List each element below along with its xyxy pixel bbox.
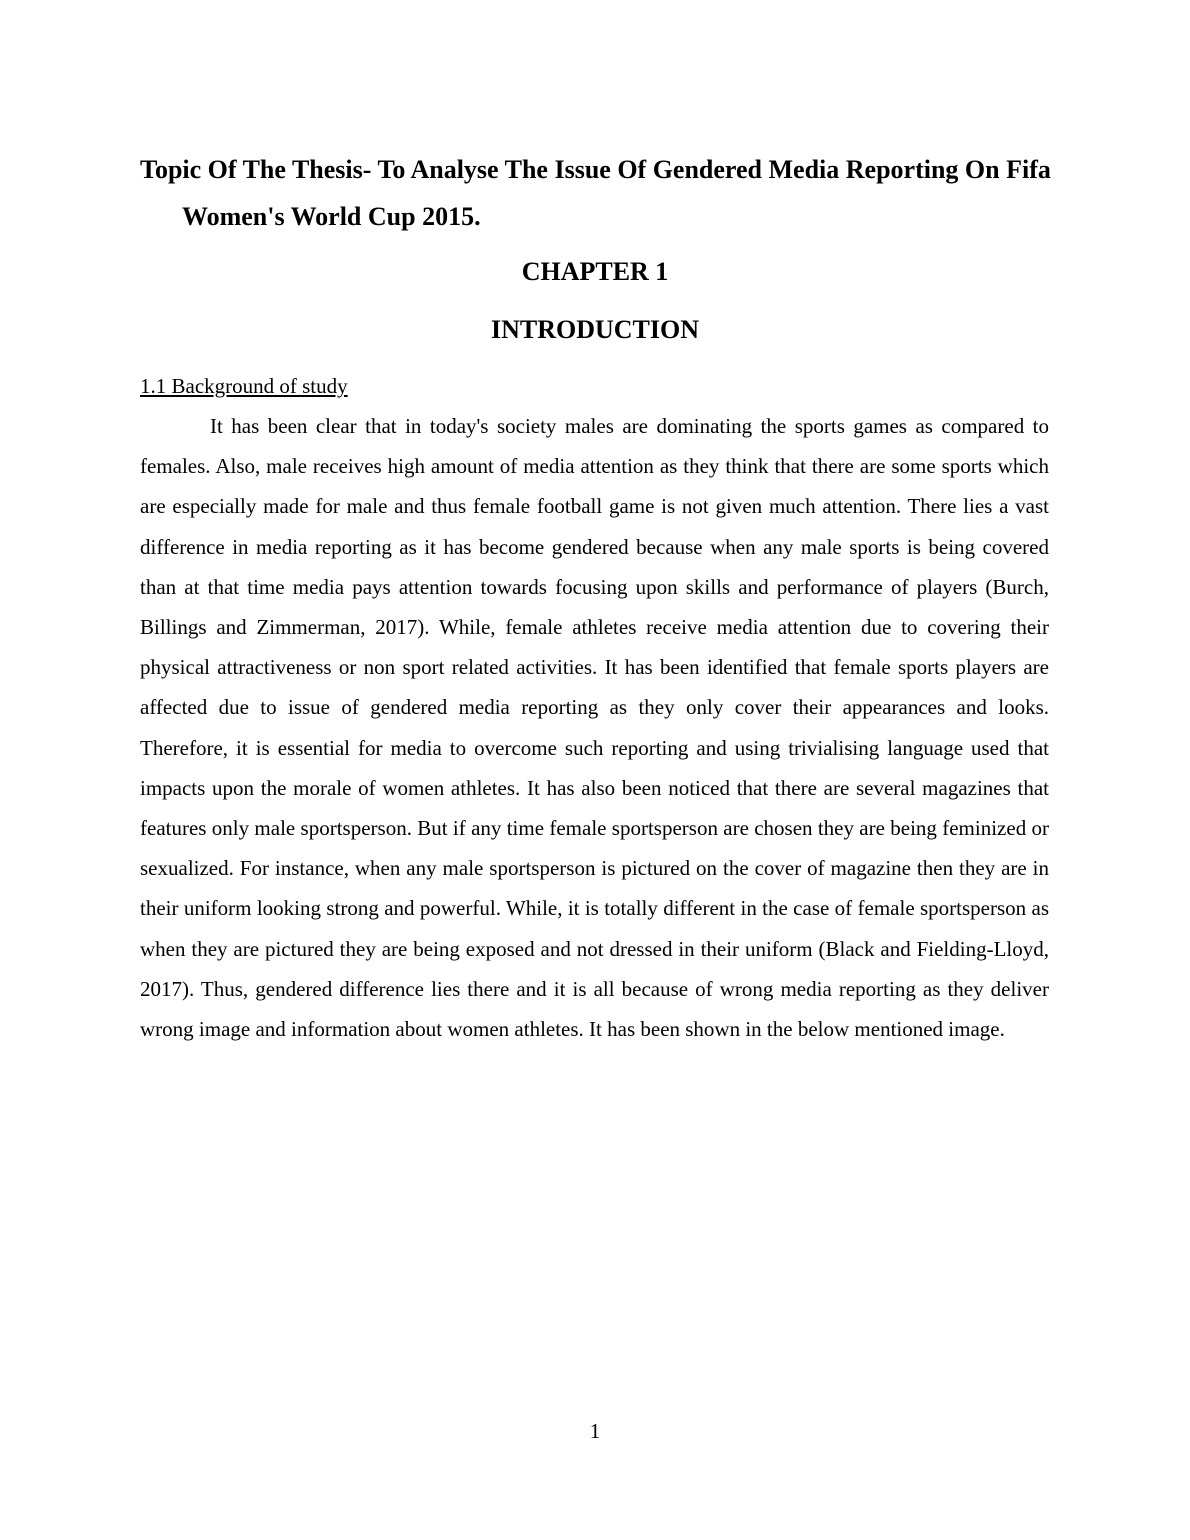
body-paragraph: It has been clear that in today's society males are dominating the sports games as compared to females. Also, male receives high amount of media attention as they think that there are some sports which are especially made for male and thus female football game is not given much attention. There lies a vast difference in media reporting as it has become gendered because when any male sports is being covered than at that time media pays attention towards focusing upon skills and performance of players (Burch, Billings and Zimmerman, 2017). While, female athletes receive media attention due to covering their physical attractiveness or non sport related activities. It has been identified that female sports players are affected due to issue of gendered media reporting as they only cover their appearances and looks. Therefore, it is essential for media to overcome such reporting and using trivialising language used that impacts upon the morale of women athletes. It has also been noticed that there are several magazines that features only male sportsperson. But if any time female sportsperson are chosen they are being feminized or sexualized. For instance, when any male sportsperson is pictured on the cover of magazine then they are in their uniform looking strong and powerful. While, it is totally different in the case of female sportsperson as when they are pictured they are being exposed and not dressed in their uniform (Black and Fielding-Lloyd, 2017). Thus, gendered difference lies there and it is all because of wrong media reporting as they deliver wrong image and information about women athletes. It has been shown in the below mentioned image. [140,414,1049,1042]
chapter-title: INTRODUCTION [490,315,700,344]
thesis-topic-title: Topic Of The Thesis- To Analyse The Issue Of Gendered Media Reporting On Fifa Women's World Cup 2015. [140,155,1051,231]
section-heading: 1.1 Background of study [140,374,348,398]
chapter-label: CHAPTER 1 [521,257,669,286]
page-number: 1 [589,1419,601,1443]
